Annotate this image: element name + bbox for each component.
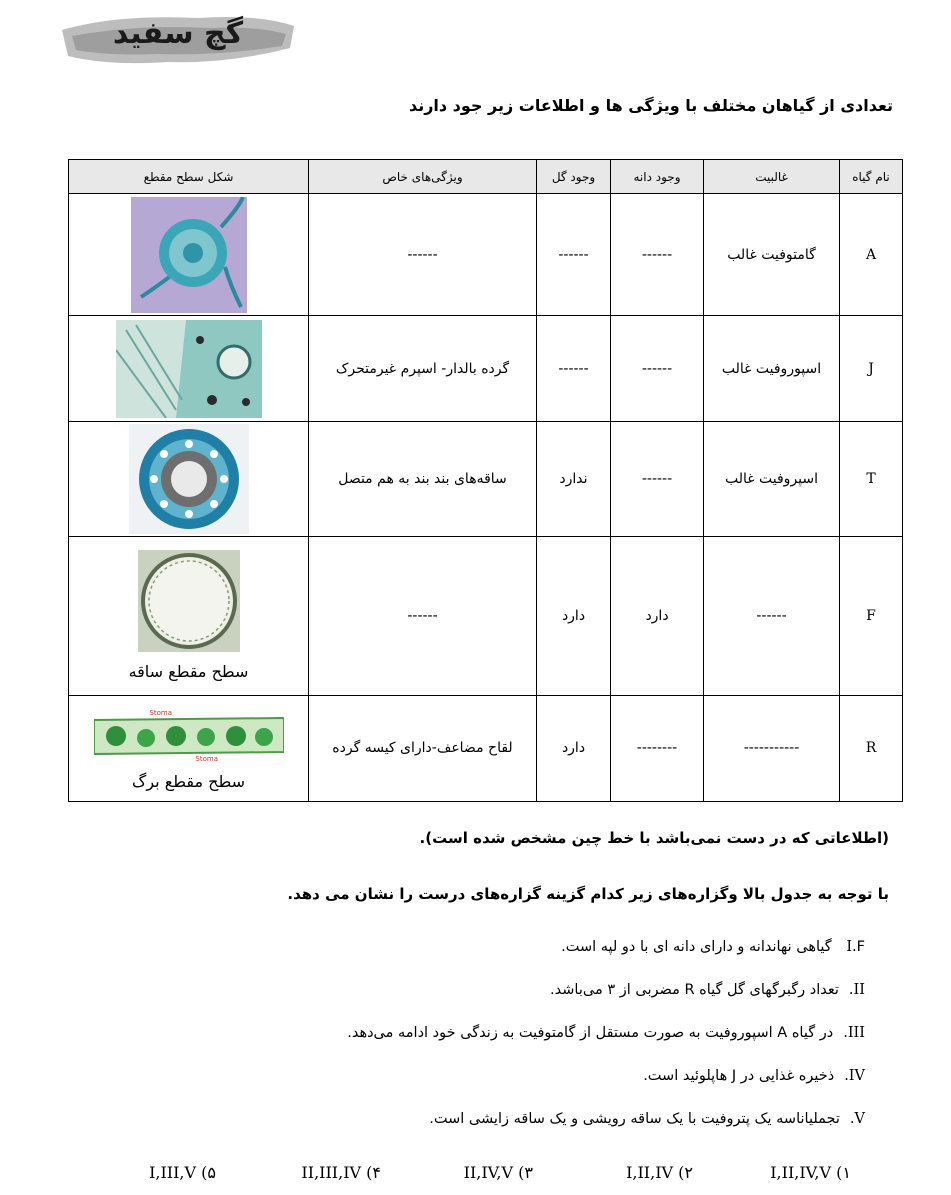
special-cell: ساقه‌های بند بند به هم متصل: [309, 422, 537, 536]
seed-cell: ------: [611, 422, 704, 536]
statement-text: ذخیره غذایی در J هاپلوئید است.: [643, 1068, 835, 1084]
statement: [105, 982, 865, 998]
header-flower: وجود گل: [537, 160, 611, 194]
option-3[interactable]: ۳) II,IV,V: [463, 1163, 533, 1182]
statement-number: IV.: [844, 1068, 865, 1084]
dominance-cell: گامتوفیت غالب: [704, 194, 840, 316]
cross-section-cell: [69, 536, 309, 695]
page-heading: تعدادی از گیاهان مختلف با ویژگی ها و اطلاعات زیر جود دارند: [408, 96, 893, 115]
cross-section-cell: [69, 316, 309, 422]
flower-cell: دارد: [537, 695, 611, 801]
cross-section-cell: [69, 194, 309, 316]
statement-number: V.: [849, 1111, 865, 1127]
table-row: [69, 194, 903, 316]
table-header-row: [69, 160, 903, 194]
cross-section-cell: [69, 422, 309, 536]
statement-text: در گیاه A اسپوروفیت به صورت مستقل از گامتوفیت به زندگی خود ادامه می‌دهد.: [347, 1025, 834, 1041]
plant-name: A: [840, 194, 903, 316]
seed-cell: --------: [611, 695, 704, 801]
statement-text: تعداد رگبرگهای گل گیاه R مضربی از ۳ می‌باشد.: [550, 982, 839, 998]
image-caption: سطح مقطع ساقه: [128, 662, 249, 682]
header-dominance: غالبیت: [704, 160, 840, 194]
dominance-cell: اسپروفیت غالب: [704, 422, 840, 536]
statement-number: II.: [848, 982, 865, 998]
statement: [105, 939, 865, 955]
moss-cross-section-image: [131, 197, 247, 313]
option-1[interactable]: ۱) I,II,IV,V: [770, 1163, 851, 1182]
special-cell: ------: [309, 194, 537, 316]
statement: [105, 1111, 865, 1127]
cross-section-cell: [69, 695, 309, 801]
statement-text: F گیاهی نهاندانه و دارای دانه ای با دو لپه است.: [561, 939, 865, 955]
special-cell: لقاح مضاعف-دارای کیسه گرده: [309, 695, 537, 801]
statement: [105, 1068, 865, 1084]
stem-section-image: [138, 550, 240, 652]
table-row: [69, 422, 903, 536]
statement-text: تجملیاناسه یک پتروفیت با یک ساقه رویشی و یک ساقه زایشی است.: [429, 1111, 840, 1127]
stoma-label-bottom: Stoma: [194, 754, 218, 762]
plant-name: T: [840, 422, 903, 536]
option-5[interactable]: ۵) I,III,V: [149, 1163, 216, 1182]
pine-stem-section-image: [116, 320, 262, 418]
seed-cell: ------: [611, 194, 704, 316]
leaf-section-image: [94, 706, 284, 762]
question-text: با توجه به جدول بالا وگزاره‌های زیر کدام گزینه گزاره‌های درست را نشان می دهد.: [287, 885, 889, 903]
horsetail-stem-section-image: [129, 424, 249, 534]
plant-name: F: [840, 536, 903, 695]
header-plant-name: نام گیاه: [840, 160, 903, 194]
flower-cell: ندارد: [537, 422, 611, 536]
plant-name: R: [840, 695, 903, 801]
table-row: [69, 316, 903, 422]
plants-table: [68, 159, 903, 802]
option-4[interactable]: ۴) II,III,IV: [301, 1163, 381, 1182]
stoma-label-top: Stoma: [148, 708, 172, 717]
option-2[interactable]: ۲) I,II,IV: [626, 1163, 693, 1182]
statement-number: I.: [846, 939, 857, 955]
dominance-cell: -----------: [704, 695, 840, 801]
plant-name: J: [840, 316, 903, 422]
table-row: [69, 695, 903, 801]
statement-number: III.: [843, 1025, 865, 1041]
special-cell: ------: [309, 536, 537, 695]
dominance-cell: ------: [704, 536, 840, 695]
table-row: [69, 536, 903, 695]
header-special-features: ویژگی‌های خاص: [309, 160, 537, 194]
dominance-cell: اسپوروفیت غالب: [704, 316, 840, 422]
logo-text: گچ سفید: [112, 16, 244, 51]
header-cross-section: شکل سطح مقطع: [69, 160, 309, 194]
header-seed: وجود دانه: [611, 160, 704, 194]
statement: [65, 1025, 865, 1041]
image-caption: سطح مقطع برگ: [132, 771, 245, 791]
special-cell: گرده بالدار- اسپرم غیرمتحرک: [309, 316, 537, 422]
flower-cell: ------: [537, 194, 611, 316]
seed-cell: ------: [611, 316, 704, 422]
flower-cell: دارد: [537, 536, 611, 695]
flower-cell: ------: [537, 316, 611, 422]
dashes-note: (اطلاعاتی که در دست نمی‌باشد با خط چین مشخص شده است).: [419, 829, 889, 847]
seed-cell: دارد: [611, 536, 704, 695]
